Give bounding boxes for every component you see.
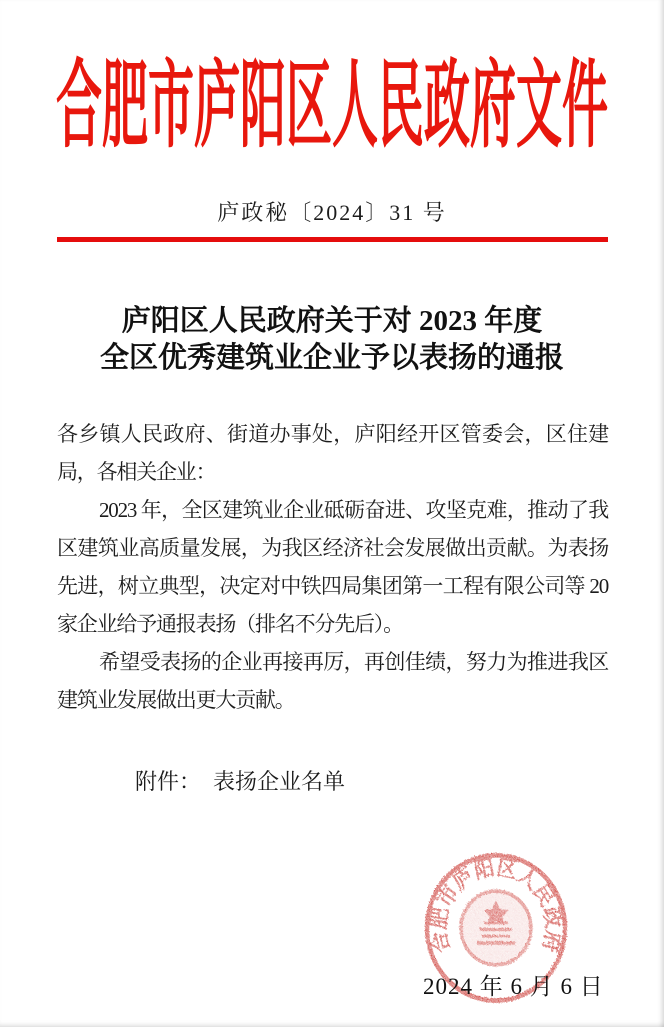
seal-ring-text: 合肥市庐阳区人民政府 [426, 854, 566, 956]
issue-date: 2024 年 6 月 6 日 [423, 974, 604, 999]
attachment-line [57, 763, 345, 801]
body-paragraph-1: 2023 年，全区建筑业企业砥砺奋进、攻坚克难，推动了我区建筑业高质量发展，为我区经济社会发展做出贡献。为表扬先进，树立典型，决定对中铁四局集团第一工程有限公司等 20 家企业给予通报表扬（排名不分先后）。 [57, 498, 608, 636]
document-title [0, 303, 664, 377]
letterhead-text: 合肥市庐阳区人民政府文件 [56, 52, 608, 159]
document-body [57, 415, 608, 719]
document-title-line1: 庐阳区人民政府关于对 2023 年度 [121, 305, 543, 337]
red-letterhead [0, 30, 664, 159]
recipients-paragraph: 各乡镇人民政府、街道办事处，庐阳经开区管委会，区住建局，各相关企业： [57, 422, 608, 484]
document-number: 庐政秘〔2024〕31 号 [217, 200, 447, 225]
body-paragraph-2: 希望受表扬的企业再接再厉，再创佳绩，努力为推进我区建筑业发展做出更大贡献。 [57, 650, 608, 712]
attachment-label: 附件： [135, 769, 202, 794]
red-divider-line [57, 237, 608, 242]
attachment-value: 表扬企业名单 [213, 769, 346, 794]
national-emblem-icon [461, 891, 531, 965]
document-title-line2: 全区优秀建筑业企业予以表扬的通报 [99, 342, 564, 374]
